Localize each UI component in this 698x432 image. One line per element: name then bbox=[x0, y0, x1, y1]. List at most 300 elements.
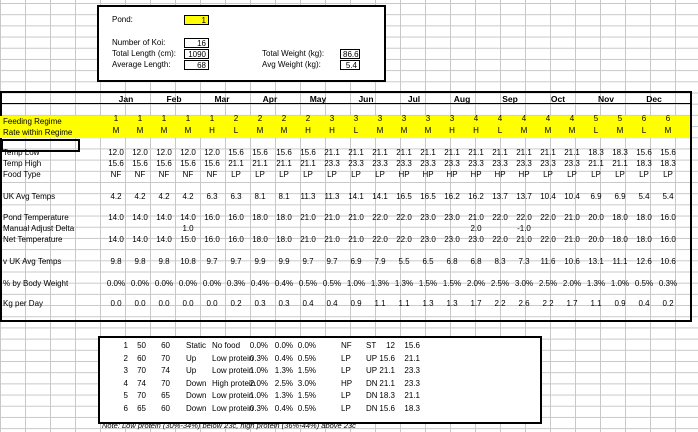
table-cell[interactable]: 16.5 bbox=[396, 192, 412, 201]
table-cell[interactable]: 12.0 bbox=[108, 148, 124, 157]
table-cell[interactable]: 18.0 bbox=[276, 235, 292, 244]
regime-cell[interactable]: 70 bbox=[161, 353, 170, 363]
regime-cell[interactable]: Up bbox=[186, 366, 197, 375]
regime-cell[interactable]: 0.5% bbox=[297, 353, 316, 363]
table-cell[interactable]: 12.6 bbox=[636, 257, 652, 266]
table-cell[interactable]: 9.9 bbox=[278, 257, 290, 266]
table-cell[interactable]: 2.5% bbox=[490, 279, 510, 288]
table-cell[interactable]: 0.0 bbox=[110, 299, 122, 308]
table-cell[interactable]: 4.2 bbox=[134, 192, 146, 201]
table-cell[interactable]: 1.3% bbox=[370, 279, 390, 288]
table-cell[interactable]: 18.0 bbox=[612, 213, 628, 222]
table-cell[interactable]: HP bbox=[446, 170, 458, 179]
table-cell[interactable]: 18.0 bbox=[636, 235, 652, 244]
table-cell[interactable]: 18.3 bbox=[636, 159, 652, 168]
table-cell[interactable]: 23.3 bbox=[564, 159, 580, 168]
table-cell[interactable]: L bbox=[497, 126, 503, 135]
table-cell[interactable]: 15.6 bbox=[300, 148, 316, 157]
table-cell[interactable]: 2 bbox=[305, 114, 311, 123]
table-cell[interactable]: 15.6 bbox=[156, 159, 172, 168]
table-cell[interactable]: 16.0 bbox=[228, 213, 244, 222]
table-cell[interactable]: 9.8 bbox=[134, 257, 146, 266]
table-cell[interactable]: 16.0 bbox=[660, 235, 676, 244]
table-cell[interactable]: HP bbox=[518, 170, 530, 179]
regime-cell[interactable]: 70 bbox=[161, 378, 170, 388]
table-cell[interactable]: 1.1 bbox=[590, 299, 602, 308]
table-cell[interactable]: 18.3 bbox=[612, 148, 628, 157]
table-cell[interactable]: M bbox=[520, 126, 528, 135]
regime-cell[interactable]: 50 bbox=[137, 341, 146, 350]
table-cell[interactable]: 23.3 bbox=[468, 159, 484, 168]
table-cell[interactable]: 0.2 bbox=[230, 299, 242, 308]
table-cell[interactable]: 0.2 bbox=[662, 299, 674, 308]
table-cell[interactable]: 21.1 bbox=[276, 159, 292, 168]
table-cell[interactable]: M bbox=[544, 126, 552, 135]
table-cell[interactable]: H bbox=[209, 126, 215, 135]
table-cell[interactable]: 0.3% bbox=[226, 279, 246, 288]
table-cell[interactable]: 21.1 bbox=[516, 148, 532, 157]
table-cell[interactable]: 16.0 bbox=[204, 235, 220, 244]
regime-cell[interactable]: HP bbox=[341, 378, 353, 388]
table-cell[interactable]: 0.0% bbox=[106, 279, 126, 288]
table-cell[interactable]: 9.8 bbox=[110, 257, 122, 266]
regime-cell[interactable]: Low protein bbox=[212, 391, 254, 400]
table-cell[interactable]: 15.6 bbox=[660, 148, 676, 157]
table-cell[interactable]: 2.2 bbox=[542, 299, 554, 308]
table-cell[interactable]: LP bbox=[279, 170, 289, 179]
table-cell[interactable]: M bbox=[424, 126, 432, 135]
table-cell[interactable]: M bbox=[280, 126, 288, 135]
table-cell[interactable]: NF bbox=[134, 170, 146, 179]
regime-cell[interactable]: 1.5% bbox=[297, 391, 316, 400]
table-cell[interactable]: 8.3 bbox=[494, 257, 506, 266]
regime-cell[interactable]: 12 bbox=[386, 341, 395, 350]
table-cell[interactable]: 23.0 bbox=[444, 235, 460, 244]
table-cell[interactable]: 9.7 bbox=[206, 257, 218, 266]
regime-cell[interactable]: Down bbox=[186, 378, 207, 388]
regime-cell[interactable]: Down bbox=[186, 391, 207, 400]
table-cell[interactable]: 21.1 bbox=[492, 148, 508, 157]
table-cell[interactable]: HP bbox=[398, 170, 410, 179]
table-cell[interactable]: M bbox=[376, 126, 384, 135]
table-cell[interactable]: 2 bbox=[233, 114, 239, 123]
table-cell[interactable]: 21.1 bbox=[612, 159, 628, 168]
regime-cell[interactable]: LP bbox=[341, 353, 351, 363]
table-cell[interactable]: 7.9 bbox=[374, 257, 386, 266]
table-cell[interactable]: L bbox=[353, 126, 359, 135]
table-cell[interactable]: LP bbox=[567, 170, 577, 179]
regime-cell[interactable]: 60 bbox=[137, 353, 146, 363]
table-cell[interactable]: 13.7 bbox=[516, 192, 532, 201]
table-cell[interactable]: 9.9 bbox=[254, 257, 266, 266]
table-cell[interactable]: 11.1 bbox=[612, 257, 628, 266]
table-cell[interactable]: 12.0 bbox=[132, 148, 148, 157]
table-cell[interactable]: HP bbox=[422, 170, 434, 179]
table-cell[interactable]: -1.0 bbox=[517, 224, 531, 233]
table-cell[interactable]: 2.0 bbox=[470, 224, 482, 233]
table-cell[interactable]: 21.1 bbox=[372, 148, 388, 157]
regime-cell[interactable]: 18.3 bbox=[379, 391, 395, 400]
table-cell[interactable]: 21.1 bbox=[588, 159, 604, 168]
table-cell[interactable]: 23.3 bbox=[372, 159, 388, 168]
table-cell[interactable]: 4.2 bbox=[182, 192, 194, 201]
regime-cell[interactable]: Up bbox=[186, 353, 197, 363]
regime-cell[interactable]: No food bbox=[212, 341, 241, 350]
regime-cell[interactable]: 15.6 bbox=[379, 353, 395, 363]
table-cell[interactable]: 8.1 bbox=[278, 192, 290, 201]
table-cell[interactable]: HP bbox=[494, 170, 506, 179]
table-cell[interactable]: 15.6 bbox=[108, 159, 124, 168]
table-cell[interactable]: 18.0 bbox=[252, 213, 268, 222]
regime-cell[interactable]: LP bbox=[341, 366, 351, 375]
table-cell[interactable]: H bbox=[473, 126, 479, 135]
table-cell[interactable]: LP bbox=[255, 170, 265, 179]
table-cell[interactable]: 22.0 bbox=[540, 213, 556, 222]
table-cell[interactable]: 23.3 bbox=[516, 159, 532, 168]
regime-cell[interactable]: 2.5% bbox=[274, 378, 293, 388]
table-cell[interactable]: 1 bbox=[113, 114, 119, 123]
table-cell[interactable]: 6.3 bbox=[230, 192, 242, 201]
table-cell[interactable]: 2.2 bbox=[494, 299, 506, 308]
regime-cell[interactable]: 70 bbox=[137, 391, 146, 400]
table-cell[interactable]: 18.3 bbox=[660, 159, 676, 168]
regime-cell[interactable]: 4 bbox=[123, 378, 128, 388]
table-cell[interactable]: 21.0 bbox=[468, 213, 484, 222]
regime-cell[interactable]: 5 bbox=[123, 391, 128, 400]
regime-cell[interactable]: DN bbox=[366, 403, 378, 413]
table-cell[interactable]: 23.3 bbox=[348, 159, 364, 168]
table-cell[interactable]: 0.0% bbox=[202, 279, 222, 288]
table-cell[interactable]: 14.0 bbox=[108, 213, 124, 222]
regime-cell[interactable]: 21.1 bbox=[404, 353, 420, 363]
table-cell[interactable]: 21.1 bbox=[252, 159, 268, 168]
table-cell[interactable]: 2.6 bbox=[518, 299, 530, 308]
table-cell[interactable]: 21.1 bbox=[396, 148, 412, 157]
table-cell[interactable]: 23.0 bbox=[444, 213, 460, 222]
regime-cell[interactable]: 21.1 bbox=[379, 366, 395, 375]
table-cell[interactable]: LP bbox=[639, 170, 649, 179]
table-cell[interactable]: 16.0 bbox=[660, 213, 676, 222]
table-cell[interactable]: 4 bbox=[569, 114, 575, 123]
table-cell[interactable]: 3 bbox=[449, 114, 455, 123]
table-cell[interactable]: 3 bbox=[425, 114, 431, 123]
table-cell[interactable]: 2.5% bbox=[538, 279, 558, 288]
table-cell[interactable]: 0.0 bbox=[134, 299, 146, 308]
table-cell[interactable]: 2 bbox=[257, 114, 263, 123]
table-cell[interactable]: 10.4 bbox=[564, 192, 580, 201]
regime-cell[interactable]: 15.6 bbox=[404, 341, 420, 350]
table-cell[interactable]: 15.6 bbox=[228, 148, 244, 157]
table-cell[interactable]: 15.6 bbox=[180, 159, 196, 168]
regime-cell[interactable]: 1.0% bbox=[249, 366, 268, 375]
regime-cell[interactable]: 1.3% bbox=[274, 391, 293, 400]
table-cell[interactable]: 0.0% bbox=[154, 279, 174, 288]
regime-cell[interactable]: UP bbox=[366, 366, 378, 375]
table-cell[interactable]: 23.3 bbox=[396, 159, 412, 168]
table-cell[interactable]: 10.4 bbox=[540, 192, 556, 201]
table-cell[interactable]: 18.0 bbox=[276, 213, 292, 222]
regime-cell[interactable]: 21.1 bbox=[404, 391, 420, 400]
table-cell[interactable]: 23.0 bbox=[468, 235, 484, 244]
table-cell[interactable]: 21.1 bbox=[468, 148, 484, 157]
regime-cell[interactable]: ST bbox=[366, 341, 377, 350]
table-cell[interactable]: 3 bbox=[377, 114, 383, 123]
table-cell[interactable]: NF bbox=[110, 170, 122, 179]
table-cell[interactable]: 23.3 bbox=[492, 159, 508, 168]
table-cell[interactable]: 12.0 bbox=[204, 148, 220, 157]
regime-cell[interactable]: Static bbox=[186, 341, 207, 350]
table-cell[interactable]: NF bbox=[182, 170, 194, 179]
table-cell[interactable]: 21.1 bbox=[228, 159, 244, 168]
table-cell[interactable]: M bbox=[160, 126, 168, 135]
table-cell[interactable]: 22.0 bbox=[396, 213, 412, 222]
table-cell[interactable]: 22.0 bbox=[492, 235, 508, 244]
table-cell[interactable]: 1 bbox=[161, 114, 167, 123]
table-cell[interactable]: 0.0 bbox=[158, 299, 170, 308]
table-cell[interactable]: 9.7 bbox=[230, 257, 242, 266]
table-cell[interactable]: 21.0 bbox=[348, 213, 364, 222]
regime-cell[interactable]: 1.3% bbox=[274, 366, 293, 375]
table-cell[interactable]: 0.4% bbox=[250, 279, 270, 288]
table-cell[interactable]: 6 bbox=[641, 114, 647, 123]
regime-cell[interactable]: 0.0% bbox=[274, 341, 293, 350]
regime-cell[interactable]: 0.3% bbox=[249, 353, 268, 363]
table-cell[interactable]: 1.0% bbox=[346, 279, 366, 288]
table-cell[interactable]: 21.1 bbox=[444, 148, 460, 157]
table-cell[interactable]: LP bbox=[303, 170, 313, 179]
regime-cell[interactable]: 18.3 bbox=[404, 403, 420, 413]
table-cell[interactable]: 1.1 bbox=[374, 299, 386, 308]
regime-cell[interactable]: 23.3 bbox=[404, 366, 420, 375]
table-cell[interactable]: 6.8 bbox=[470, 257, 482, 266]
table-cell[interactable]: LP bbox=[351, 170, 361, 179]
table-cell[interactable]: 0.5% bbox=[634, 279, 654, 288]
regime-cell[interactable]: 6 bbox=[123, 403, 128, 413]
table-cell[interactable]: LP bbox=[591, 170, 601, 179]
table-cell[interactable]: 15.6 bbox=[252, 148, 268, 157]
table-cell[interactable]: 12.0 bbox=[180, 148, 196, 157]
table-cell[interactable]: 20.0 bbox=[588, 213, 604, 222]
table-cell[interactable]: 21.1 bbox=[300, 159, 316, 168]
table-cell[interactable]: NF bbox=[158, 170, 170, 179]
table-cell[interactable]: 13.1 bbox=[588, 257, 604, 266]
table-cell[interactable]: 6.3 bbox=[206, 192, 218, 201]
table-cell[interactable]: 22.0 bbox=[516, 213, 532, 222]
table-cell[interactable]: 1.3 bbox=[446, 299, 458, 308]
regime-cell[interactable]: LP bbox=[341, 403, 351, 413]
table-cell[interactable]: 23.3 bbox=[540, 159, 556, 168]
table-cell[interactable]: 8.1 bbox=[254, 192, 266, 201]
regime-cell[interactable]: NF bbox=[341, 341, 352, 350]
regime-cell[interactable]: 74 bbox=[137, 378, 146, 388]
table-cell[interactable]: 23.3 bbox=[444, 159, 460, 168]
table-cell[interactable]: 23.0 bbox=[420, 235, 436, 244]
table-cell[interactable]: 10.6 bbox=[660, 257, 676, 266]
table-cell[interactable]: 0.0% bbox=[178, 279, 198, 288]
regime-cell[interactable]: 65 bbox=[161, 391, 170, 400]
table-cell[interactable]: 21.0 bbox=[564, 235, 580, 244]
regime-cell[interactable]: Low protein bbox=[212, 353, 254, 363]
table-cell[interactable]: 21.0 bbox=[348, 235, 364, 244]
regime-cell[interactable]: 3 bbox=[123, 366, 128, 375]
table-cell[interactable]: M bbox=[256, 126, 264, 135]
table-cell[interactable]: 21.1 bbox=[540, 148, 556, 157]
table-cell[interactable]: 0.3 bbox=[278, 299, 290, 308]
table-cell[interactable]: 4 bbox=[521, 114, 527, 123]
table-cell[interactable]: L bbox=[233, 126, 239, 135]
table-cell[interactable]: LP bbox=[663, 170, 673, 179]
table-cell[interactable]: 16.2 bbox=[444, 192, 460, 201]
table-cell[interactable]: 6.9 bbox=[590, 192, 602, 201]
table-cell[interactable]: 3.0% bbox=[514, 279, 534, 288]
table-cell[interactable]: LP bbox=[375, 170, 385, 179]
table-cell[interactable]: 18.0 bbox=[252, 235, 268, 244]
table-cell[interactable]: 6.9 bbox=[614, 192, 626, 201]
table-cell[interactable]: 1.5% bbox=[418, 279, 438, 288]
table-cell[interactable]: 1.3% bbox=[586, 279, 606, 288]
table-cell[interactable]: 6 bbox=[665, 114, 671, 123]
table-cell[interactable]: 14.1 bbox=[372, 192, 388, 201]
regime-cell[interactable]: 0.5% bbox=[297, 403, 316, 413]
table-cell[interactable]: 21.0 bbox=[324, 235, 340, 244]
table-cell[interactable]: 16.0 bbox=[204, 213, 220, 222]
table-cell[interactable]: 18.0 bbox=[636, 213, 652, 222]
table-cell[interactable]: 15.6 bbox=[204, 159, 220, 168]
regime-cell[interactable]: High protein bbox=[212, 378, 256, 388]
table-cell[interactable]: HP bbox=[470, 170, 482, 179]
table-cell[interactable]: M bbox=[184, 126, 192, 135]
regime-cell[interactable]: 2.0% bbox=[249, 378, 268, 388]
table-cell[interactable]: 0.0% bbox=[130, 279, 150, 288]
table-cell[interactable]: 14.0 bbox=[156, 213, 172, 222]
regime-cell[interactable]: 60 bbox=[161, 403, 170, 413]
table-cell[interactable]: 22.0 bbox=[492, 213, 508, 222]
table-cell[interactable]: 0.0 bbox=[206, 299, 218, 308]
table-cell[interactable]: L bbox=[641, 126, 647, 135]
table-cell[interactable]: 14.1 bbox=[348, 192, 364, 201]
table-cell[interactable]: 14.0 bbox=[180, 213, 196, 222]
table-cell[interactable]: 11.3 bbox=[324, 192, 340, 201]
table-cell[interactable]: 15.0 bbox=[180, 235, 196, 244]
table-cell[interactable]: 5.5 bbox=[398, 257, 410, 266]
table-cell[interactable]: LP bbox=[543, 170, 553, 179]
table-cell[interactable]: 1.0 bbox=[182, 224, 194, 233]
table-cell[interactable]: 6.9 bbox=[350, 257, 362, 266]
table-cell[interactable]: 21.0 bbox=[300, 235, 316, 244]
table-cell[interactable]: 11.3 bbox=[300, 192, 316, 201]
table-cell[interactable]: 10.8 bbox=[180, 257, 196, 266]
table-cell[interactable]: 21.0 bbox=[564, 213, 580, 222]
regime-cell[interactable]: LP bbox=[341, 391, 351, 400]
table-cell[interactable]: 4 bbox=[473, 114, 479, 123]
table-cell[interactable]: 0.5% bbox=[298, 279, 318, 288]
table-cell[interactable]: 1.5% bbox=[442, 279, 462, 288]
table-cell[interactable]: 21.0 bbox=[300, 213, 316, 222]
regime-cell[interactable]: 0.0% bbox=[249, 341, 268, 350]
table-cell[interactable]: 10.6 bbox=[564, 257, 580, 266]
table-cell[interactable]: L bbox=[593, 126, 599, 135]
table-cell[interactable]: 22.0 bbox=[540, 235, 556, 244]
table-cell[interactable]: 15.6 bbox=[276, 148, 292, 157]
regime-cell[interactable]: 74 bbox=[161, 366, 170, 375]
table-cell[interactable]: 0.3 bbox=[254, 299, 266, 308]
regime-cell[interactable]: 1.0% bbox=[249, 391, 268, 400]
table-cell[interactable]: 5.4 bbox=[638, 192, 650, 201]
table-cell[interactable]: 0.4 bbox=[638, 299, 650, 308]
table-cell[interactable]: 1 bbox=[185, 114, 191, 123]
table-cell[interactable]: 11.6 bbox=[540, 257, 556, 266]
table-cell[interactable]: 2 bbox=[281, 114, 287, 123]
table-cell[interactable]: 16.0 bbox=[228, 235, 244, 244]
table-cell[interactable]: M bbox=[568, 126, 576, 135]
table-cell[interactable]: 21.1 bbox=[564, 148, 580, 157]
table-cell[interactable]: 6.8 bbox=[446, 257, 458, 266]
table-cell[interactable]: M bbox=[616, 126, 624, 135]
table-cell[interactable]: 14.0 bbox=[156, 235, 172, 244]
table-cell[interactable]: 14.0 bbox=[132, 213, 148, 222]
table-cell[interactable]: M bbox=[664, 126, 672, 135]
table-cell[interactable]: 23.3 bbox=[324, 159, 340, 168]
table-cell[interactable]: 9.8 bbox=[158, 257, 170, 266]
table-cell[interactable]: 13.7 bbox=[492, 192, 508, 201]
table-cell[interactable]: 21.0 bbox=[516, 235, 532, 244]
table-cell[interactable]: 0.4% bbox=[274, 279, 294, 288]
table-cell[interactable]: 1.7 bbox=[566, 299, 578, 308]
table-cell[interactable]: 14.0 bbox=[132, 235, 148, 244]
table-cell[interactable]: 12.0 bbox=[156, 148, 172, 157]
table-cell[interactable]: 4 bbox=[497, 114, 503, 123]
table-cell[interactable]: M bbox=[400, 126, 408, 135]
table-cell[interactable]: 15.6 bbox=[132, 159, 148, 168]
selected-cell[interactable] bbox=[1, 139, 80, 152]
regime-cell[interactable]: 2 bbox=[123, 353, 128, 363]
table-cell[interactable]: H bbox=[305, 126, 311, 135]
table-cell[interactable]: 4.2 bbox=[110, 192, 122, 201]
table-cell[interactable]: 3 bbox=[353, 114, 359, 123]
table-cell[interactable]: 1.7 bbox=[470, 299, 482, 308]
regime-cell[interactable]: 60 bbox=[161, 341, 170, 350]
regime-cell[interactable]: 15.6 bbox=[379, 403, 395, 413]
table-cell[interactable]: 6.5 bbox=[422, 257, 434, 266]
pond-number-field[interactable]: 1 bbox=[184, 15, 209, 25]
table-cell[interactable]: 9.7 bbox=[302, 257, 314, 266]
regime-cell[interactable]: 0.4% bbox=[274, 403, 293, 413]
table-cell[interactable]: M bbox=[136, 126, 144, 135]
regime-cell[interactable]: 0.4% bbox=[274, 353, 293, 363]
regime-cell[interactable]: Low protein bbox=[212, 403, 254, 413]
table-cell[interactable]: 18.0 bbox=[612, 235, 628, 244]
table-cell[interactable]: 7.3 bbox=[518, 257, 530, 266]
table-cell[interactable]: H bbox=[449, 126, 455, 135]
table-cell[interactable]: 23.0 bbox=[420, 213, 436, 222]
table-cell[interactable]: 4 bbox=[545, 114, 551, 123]
table-cell[interactable]: 21.0 bbox=[324, 213, 340, 222]
regime-cell[interactable]: DN bbox=[366, 378, 378, 388]
table-cell[interactable]: 9.7 bbox=[326, 257, 338, 266]
table-cell[interactable]: 1.0% bbox=[610, 279, 630, 288]
table-cell[interactable]: 23.3 bbox=[420, 159, 436, 168]
table-cell[interactable]: LP bbox=[615, 170, 625, 179]
table-cell[interactable]: 16.5 bbox=[420, 192, 436, 201]
regime-cell[interactable]: 70 bbox=[137, 366, 146, 375]
table-cell[interactable]: 1.3 bbox=[422, 299, 434, 308]
table-cell[interactable]: 5 bbox=[617, 114, 623, 123]
regime-cell[interactable]: Low protein bbox=[212, 366, 254, 375]
table-cell[interactable]: LP bbox=[327, 170, 337, 179]
table-cell[interactable]: 0.9 bbox=[614, 299, 626, 308]
table-cell[interactable]: 21.1 bbox=[348, 148, 364, 157]
table-cell[interactable]: 20.0 bbox=[588, 235, 604, 244]
